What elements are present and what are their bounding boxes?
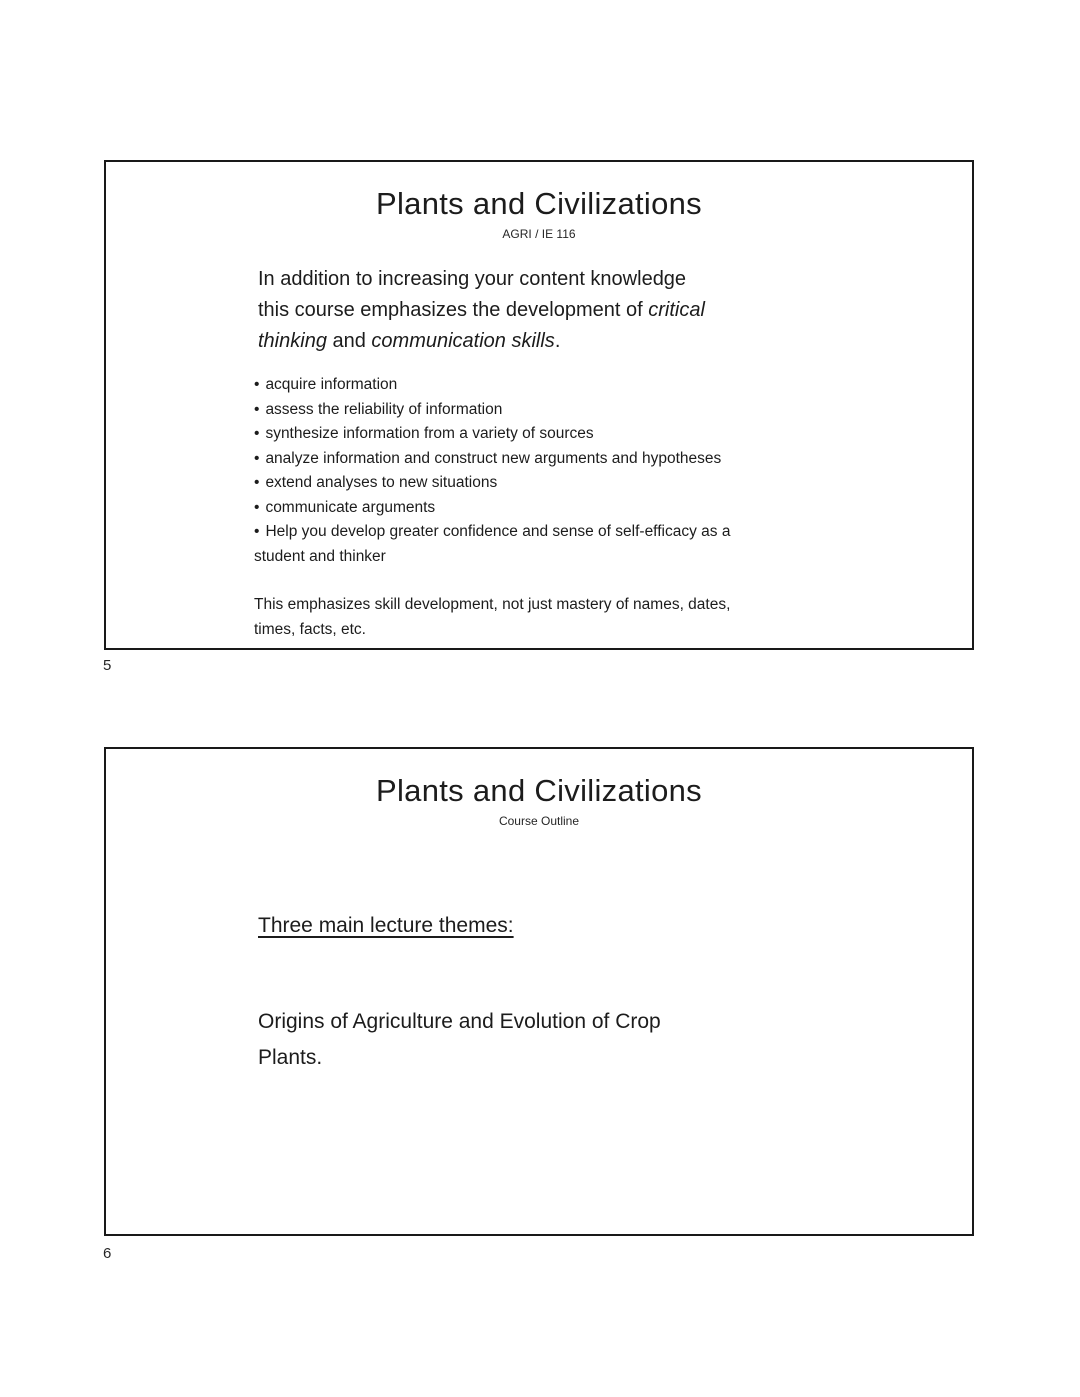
text-line: • synthesize information from a variety of sources [254,425,594,442]
bullet-dot-icon: • [254,523,260,540]
text-line: this course emphasizes the development of critical [258,299,705,321]
bullet-dot-icon: • [254,498,260,516]
bullet-dot-icon: • [254,474,260,491]
slide-5-frame [104,160,974,650]
slide-5-title: Plants and Civilizations [376,186,702,221]
text-line: • acquire information [254,376,398,393]
bullet-dot-icon: • [254,376,260,393]
text-line: • assess the reliability of information [254,400,503,418]
slide-5-bullet-list [254,373,972,569]
slide-5-intro-paragraph [258,264,972,357]
slide-6-subtitle: Course Outline [498,814,580,828]
slide-5-footer-paragraph [254,593,972,642]
text-line: times, facts, etc. [254,620,366,638]
slide-5-subtitle: AGRI / IE 116 [502,227,576,241]
bullet-dot-icon: • [254,400,260,418]
text-line: This emphasizes skill development, not just mastery of names, dates, [254,596,731,613]
text-line: In addition to increasing your content knowledge [258,268,687,290]
bullet-item [254,398,972,423]
text-line: • Help you develop greater confidence and sense of self-efficacy as a [254,523,731,540]
slide-6-body-paragraph [258,1004,972,1076]
slide-6-themes-heading: Three main lecture themes: [258,914,514,937]
text-line: Plants. [258,1046,323,1069]
bullet-item [254,373,972,398]
text-line: • analyze information and construct new arguments and hypotheses [254,449,722,467]
text-line: • communicate arguments [254,498,436,516]
bullet-dot-icon: • [254,449,260,467]
bullet-item [254,471,972,496]
bullet-item [254,447,972,472]
bullet-dot-icon: • [254,425,260,442]
text-line: Origins of Agriculture and Evolution of Crop [258,1010,661,1033]
text-line: • extend analyses to new situations [254,474,498,491]
bullet-item [254,496,972,521]
slide-6-frame [104,747,974,1236]
bullet-item [254,520,972,569]
slide-6-title: Plants and Civilizations [376,773,702,808]
slide-6-page-number: 6 [103,1245,112,1262]
bullet-item [254,422,972,447]
slide-5-page-number: 5 [103,657,112,674]
text-line: thinking and communication skills. [258,330,561,352]
text-line: student and thinker [254,547,386,565]
